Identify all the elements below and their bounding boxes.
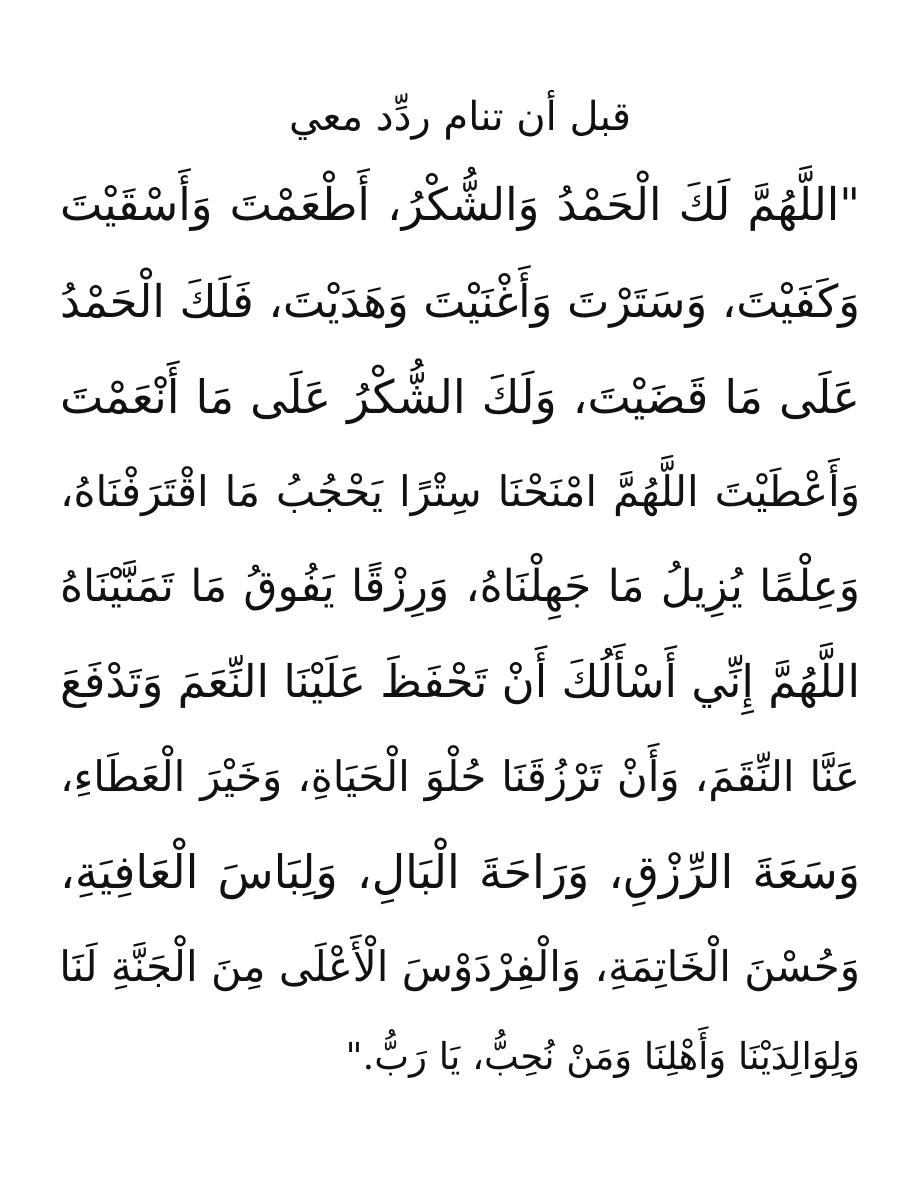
prayer-line: وَأَعْطَيْتَ اللَّهُمَّ امْنَحْنَا سِتْرًا يَحْجُبُ مَا اقْتَرَفْنَاهُ، bbox=[60, 467, 860, 516]
prayer-line: وَلِوَالِدَيْنَا وَأَهْلِنَا وَمَنْ نُحِبُّ، يَا رَبُّ." bbox=[345, 1035, 860, 1078]
prayer-line: عَلَى مَا قَضَيْتَ، وَلَكَ الشُّكْرُ عَلَى مَا أَنْعَمْتَ bbox=[60, 370, 860, 424]
prayer-line: وَسَعَةَ الرِّزْقِ، وَرَاحَةَ الْبَالِ، وَلِبَاسَ الْعَافِيَةِ، bbox=[60, 845, 860, 899]
page-title: قبل أن تنام ردِّد معي bbox=[289, 94, 631, 140]
prayer-line: وَحُسْنَ الْخَاتِمَةِ، وَالْفِرْدَوْسَ الْأَعْلَى مِنَ الْجَنَّةِ لَنَا bbox=[59, 942, 860, 991]
prayer-line: عَنَّا النِّقَمَ، وَأَنْ تَرْزُقَنَا حُلْوَ الْحَيَاةِ، وَخَيْرَ الْعَطَاءِ، bbox=[60, 752, 860, 801]
prayer-line: وَكَفَيْتَ، وَسَتَرْتَ وَأَغْنَيْتَ وَهَدَيْتَ، فَلَكَ الْحَمْدُ bbox=[60, 275, 860, 328]
prayer-line: وَعِلْمًا يُزِيلُ مَا جَهِلْنَاهُ، وَرِزْقًا يَفُوقُ مَا تَمَنَّيْنَاهُ bbox=[60, 561, 860, 612]
prayer-line: "اللَّهُمَّ لَكَ الْحَمْدُ وَالشُّكْرُ، أَطْعَمْتَ وَأَسْقَيْتَ bbox=[60, 178, 860, 231]
prayer-line: اللَّهُمَّ إِنِّي أَسْأَلُكَ أَنْ تَحْفَظَ عَلَيْنَا النِّعَمَ وَتَدْفَعَ bbox=[59, 655, 860, 708]
